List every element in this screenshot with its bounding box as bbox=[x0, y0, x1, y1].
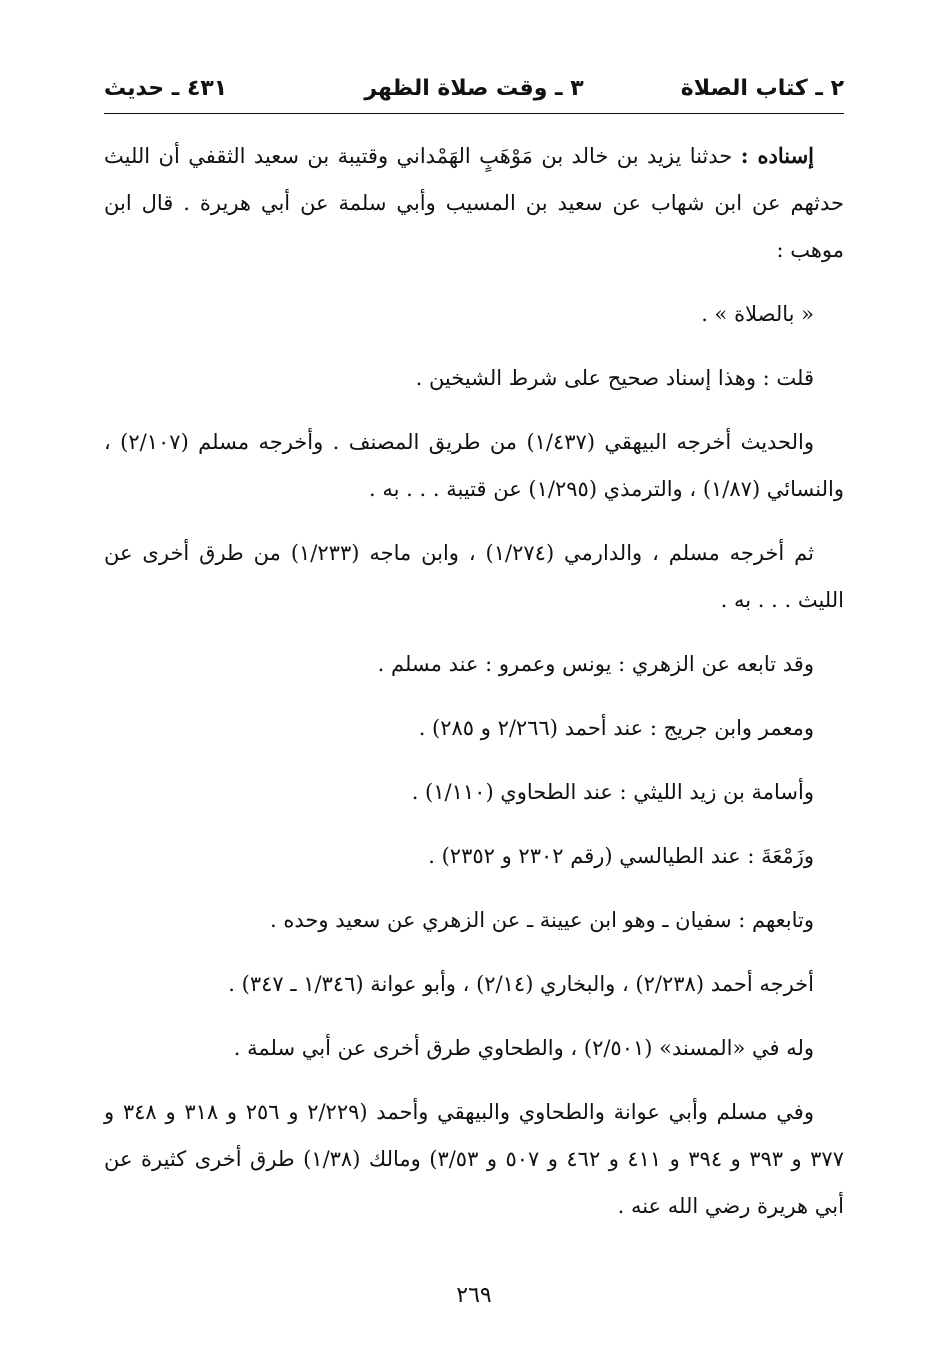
paragraph: قلت : وهذا إسناد صحيح على شرط الشيخين . bbox=[415, 366, 814, 390]
paragraph: وقد تابعه عن الزهري : يونس وعمرو : عند مسلم . bbox=[377, 652, 814, 676]
paragraph: وأسامة بن زيد الليثي : عند الطحاوي (١/١١٠) . bbox=[411, 780, 814, 804]
main-text bbox=[104, 132, 844, 1247]
page-number: ٢٦٩ bbox=[456, 1283, 492, 1308]
running-header bbox=[104, 70, 844, 110]
header-chapter-title: ٣ ـ وقت صلاة الظهر bbox=[364, 76, 584, 101]
isnad-text: حدثنا يزيد بن خالد بن مَوْهَبٍ الهَمْداني وقتيبة بن سعيد الثقفي أن الليث حدثهم عن ابن شهاب عن سعيد بن المسيب وأبي سلمة عن أبي هريرة . قال ابن موهب : bbox=[104, 144, 844, 262]
paragraph: أخرجه أحمد (٢/٢٣٨) ، والبخاري (٢/١٤) ، وأبو عوانة (١/٣٤٦ ـ ٣٤٧) . bbox=[228, 972, 814, 996]
paragraph: والحديث أخرجه البيهقي (١/٤٣٧) من طريق المصنف . وأخرجه مسلم (٢/١٠٧) ، والنسائي (١/٨٧) ، والترمذي (١/٢٩٥) عن قتيبة . . . به . bbox=[104, 430, 844, 501]
paragraph: وتابعهم : سفيان ـ وهو ابن عيينة ـ عن الزهري عن سعيد وحده . bbox=[270, 908, 814, 932]
isnad-label: إسناده : bbox=[740, 143, 814, 168]
header-book-title: ٢ ـ كتاب الصلاة bbox=[680, 76, 844, 101]
paragraph: وله في «المسند» (٢/٥٠١) ، والطحاوي طرق أخرى عن أبي سلمة . bbox=[233, 1036, 814, 1060]
paragraph: وزَمْعَةَ : عند الطيالسي (رقم ٢٣٠٢ و ٢٣٥٢) . bbox=[428, 844, 814, 868]
paragraph: ومعمر وابن جريج : عند أحمد (٢/٢٦٦ و ٢٨٥) . bbox=[418, 716, 814, 740]
paragraph-isnad bbox=[104, 132, 844, 274]
header-hadith-number: ٤٣١ ـ حديث bbox=[104, 76, 228, 101]
paragraph: وفي مسلم وأبي عوانة والطحاوي والبيهقي وأحمد (٢/٢٢٩ و ٢٥٦ و ٣١٨ و ٣٤٨ و ٣٧٧ و ٣٩٣ و ٣٩٤ و ٤١١ و ٤٦٢ و ٥٠٧ و ٣/٥٣) ومالك (١/٣٨) طرق أخرى كثيرة عن أبي هريرة رضي الله عنه . bbox=[104, 1100, 844, 1218]
paragraph: « بالصلاة » . bbox=[701, 302, 814, 326]
paragraph: ثم أخرجه مسلم ، والدارمي (١/٢٧٤) ، وابن ماجه (١/٢٣٣) من طرق أخرى عن الليث . . . به . bbox=[104, 541, 844, 612]
header-divider bbox=[104, 113, 844, 114]
